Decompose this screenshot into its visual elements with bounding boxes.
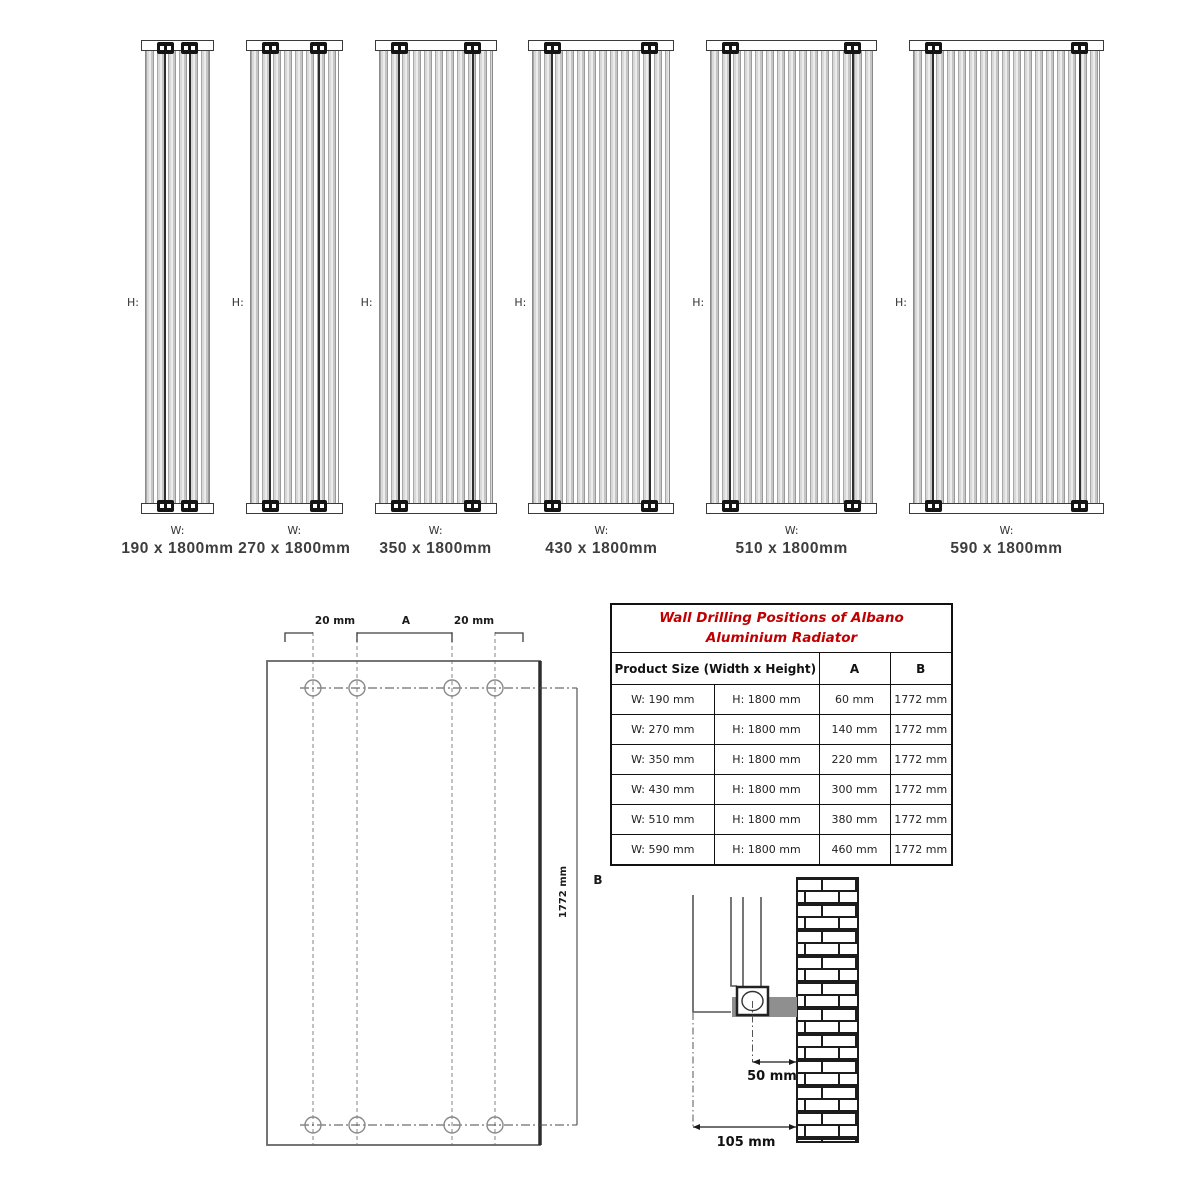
dim-b-label: B (593, 873, 603, 887)
wall-bracket-icon (641, 500, 658, 512)
radiator-diagram (145, 40, 210, 514)
table-title: Wall Drilling Positions of Albano Aluminium Radiator (659, 609, 904, 646)
wall-bracket-icon (157, 42, 174, 54)
table-cell-b: 1772 mm (890, 775, 952, 805)
radiator-diagram (379, 40, 493, 514)
dim-20mm-left-label: 20 mm (314, 615, 356, 627)
table-cell-b: 1772 mm (890, 805, 952, 835)
radiator-figure (360, 40, 493, 600)
radiator-width-label: W: (170, 524, 185, 537)
radiator-width-label: W: (594, 524, 609, 537)
wall-bracket-icon (641, 42, 658, 54)
radiator-height-label: H: (894, 296, 907, 309)
wall-bracket-icon (1071, 42, 1088, 54)
bracket-tube (649, 49, 651, 505)
radiator-height-label: H: (692, 296, 705, 309)
bracket-tube (164, 49, 166, 505)
arrowhead (789, 1124, 796, 1130)
wall-bracket-icon (391, 500, 408, 512)
radiator-height-label: H: (127, 296, 139, 309)
dim-20mm-right-label: 20 mm (453, 615, 495, 627)
bracket-tube (189, 49, 191, 505)
table-cell-width: W: 190 mm (611, 685, 714, 715)
table-cell-height: H: 1800 mm (714, 775, 819, 805)
wall-bracket-icon (157, 500, 174, 512)
wall-bracket-icon (544, 500, 561, 512)
dim-line-right (495, 633, 523, 642)
col-header-a: A (819, 653, 890, 685)
radiator-figure (894, 40, 1100, 600)
wall-bracket-icon (464, 500, 481, 512)
table-cell-a: 460 mm (819, 835, 890, 866)
radiator-size-label: 190 x 1800mm (121, 540, 234, 557)
table-cell-height: H: 1800 mm (714, 715, 819, 745)
wall-bracket-icon (844, 500, 861, 512)
radiator-body (145, 51, 210, 503)
arrowhead (693, 1124, 700, 1130)
wall-bracket-icon (181, 500, 198, 512)
wall-bracket-icon (391, 42, 408, 54)
radiator-size-label: 350 x 1800mm (379, 540, 492, 557)
wall-bracket-icon (925, 500, 942, 512)
radiator-diagram (710, 40, 873, 514)
wall-bracket-icon (722, 42, 739, 54)
drilling-template-diagram (250, 600, 610, 1160)
radiator-diagram (532, 40, 670, 514)
dim-50mm-label: 50 mm (747, 1069, 797, 1084)
wall-bracket-icon (262, 42, 279, 54)
radiator-width-label: W: (999, 524, 1014, 537)
radiator-width-label: W: (784, 524, 799, 537)
table-cell-a: 300 mm (819, 775, 890, 805)
table-row (611, 685, 952, 715)
radiator-body (710, 51, 873, 503)
table-row (611, 805, 952, 835)
radiator-height-label: H: (360, 296, 373, 309)
table-row (611, 715, 952, 745)
drill-holes (305, 680, 503, 1133)
table-cell-a: 140 mm (819, 715, 890, 745)
radiator-bottom-cap (246, 503, 343, 514)
drilling-positions-table (610, 603, 953, 866)
radiator-figure (231, 40, 351, 600)
radiator-width-label: W: (287, 524, 302, 537)
bracket-tube (318, 49, 320, 505)
wall-bracket-icon (544, 42, 561, 54)
wall-bracket-icon (310, 42, 327, 54)
dim-a-label: A (401, 615, 411, 627)
radiator-bottom-cap (141, 503, 214, 514)
table-row (611, 775, 952, 805)
radiator-figure (692, 40, 873, 600)
bracket-tube (269, 49, 271, 505)
radiator-height-label: H: (231, 296, 244, 309)
radiator-size-label: 270 x 1800mm (238, 540, 351, 557)
brick-wall (797, 878, 858, 1142)
wall-bracket-icon (1071, 500, 1088, 512)
radiator-size-label: 510 x 1800mm (735, 540, 848, 557)
wall-bracket-icon (310, 500, 327, 512)
table-row (611, 745, 952, 775)
col-header-product-size: Product Size (Width x Height) (611, 653, 819, 685)
table-cell-a: 60 mm (819, 685, 890, 715)
radiator-body (379, 51, 493, 503)
radiator-height-label: H: (514, 296, 527, 309)
dim-1772-label: 1772 mm (558, 865, 569, 919)
bracket-tube (1079, 49, 1081, 505)
radiator-figure (514, 40, 670, 600)
table-cell-width: W: 350 mm (611, 745, 714, 775)
dim-line-left (285, 633, 313, 642)
wall-bracket-icon (844, 42, 861, 54)
bracket-tube (551, 49, 553, 505)
table-cell-a: 380 mm (819, 805, 890, 835)
table-cell-b: 1772 mm (890, 715, 952, 745)
table-cell-height: H: 1800 mm (714, 685, 819, 715)
wall-mount-side-view (660, 860, 960, 1200)
table-cell-b: 1772 mm (890, 745, 952, 775)
wall-bracket-icon (181, 42, 198, 54)
radiator-top-cap (246, 40, 343, 51)
table-cell-b: 1772 mm (890, 835, 952, 866)
arrowhead (753, 1059, 761, 1065)
dim-105mm-label: 105 mm (716, 1135, 776, 1150)
table-cell-height: H: 1800 mm (714, 835, 819, 866)
radiator-row (121, 40, 1100, 600)
wall-bracket-icon (722, 500, 739, 512)
wall-bracket-icon (925, 42, 942, 54)
table-cell-width: W: 430 mm (611, 775, 714, 805)
radiator-width-label: W: (428, 524, 443, 537)
dim-line-a (357, 633, 452, 642)
table-title-cell (611, 604, 952, 653)
arrowhead (789, 1059, 796, 1065)
radiator-figure (121, 40, 234, 600)
wall-bracket-icon (262, 500, 279, 512)
radiator-body (250, 51, 339, 503)
bracket-tube (729, 49, 731, 505)
radiator-body (913, 51, 1100, 503)
bracket-tube (472, 49, 474, 505)
table-cell-b: 1772 mm (890, 685, 952, 715)
table-cell-height: H: 1800 mm (714, 805, 819, 835)
radiator-size-label: 590 x 1800mm (950, 540, 1063, 557)
table-cell-width: W: 590 mm (611, 835, 714, 866)
radiator-size-label: 430 x 1800mm (545, 540, 658, 557)
bracket-tube (932, 49, 934, 505)
radiator-diagram (913, 40, 1100, 514)
bracket-tube (398, 49, 400, 505)
table-cell-height: H: 1800 mm (714, 745, 819, 775)
bracket-tube (852, 49, 854, 505)
table-cell-width: W: 510 mm (611, 805, 714, 835)
wall-bracket-icon (464, 42, 481, 54)
template-outline (267, 661, 540, 1145)
table-cell-a: 220 mm (819, 745, 890, 775)
radiator-top-cap (141, 40, 214, 51)
col-header-b: B (890, 653, 952, 685)
radiator-diagram (250, 40, 339, 514)
table-cell-width: W: 270 mm (611, 715, 714, 745)
